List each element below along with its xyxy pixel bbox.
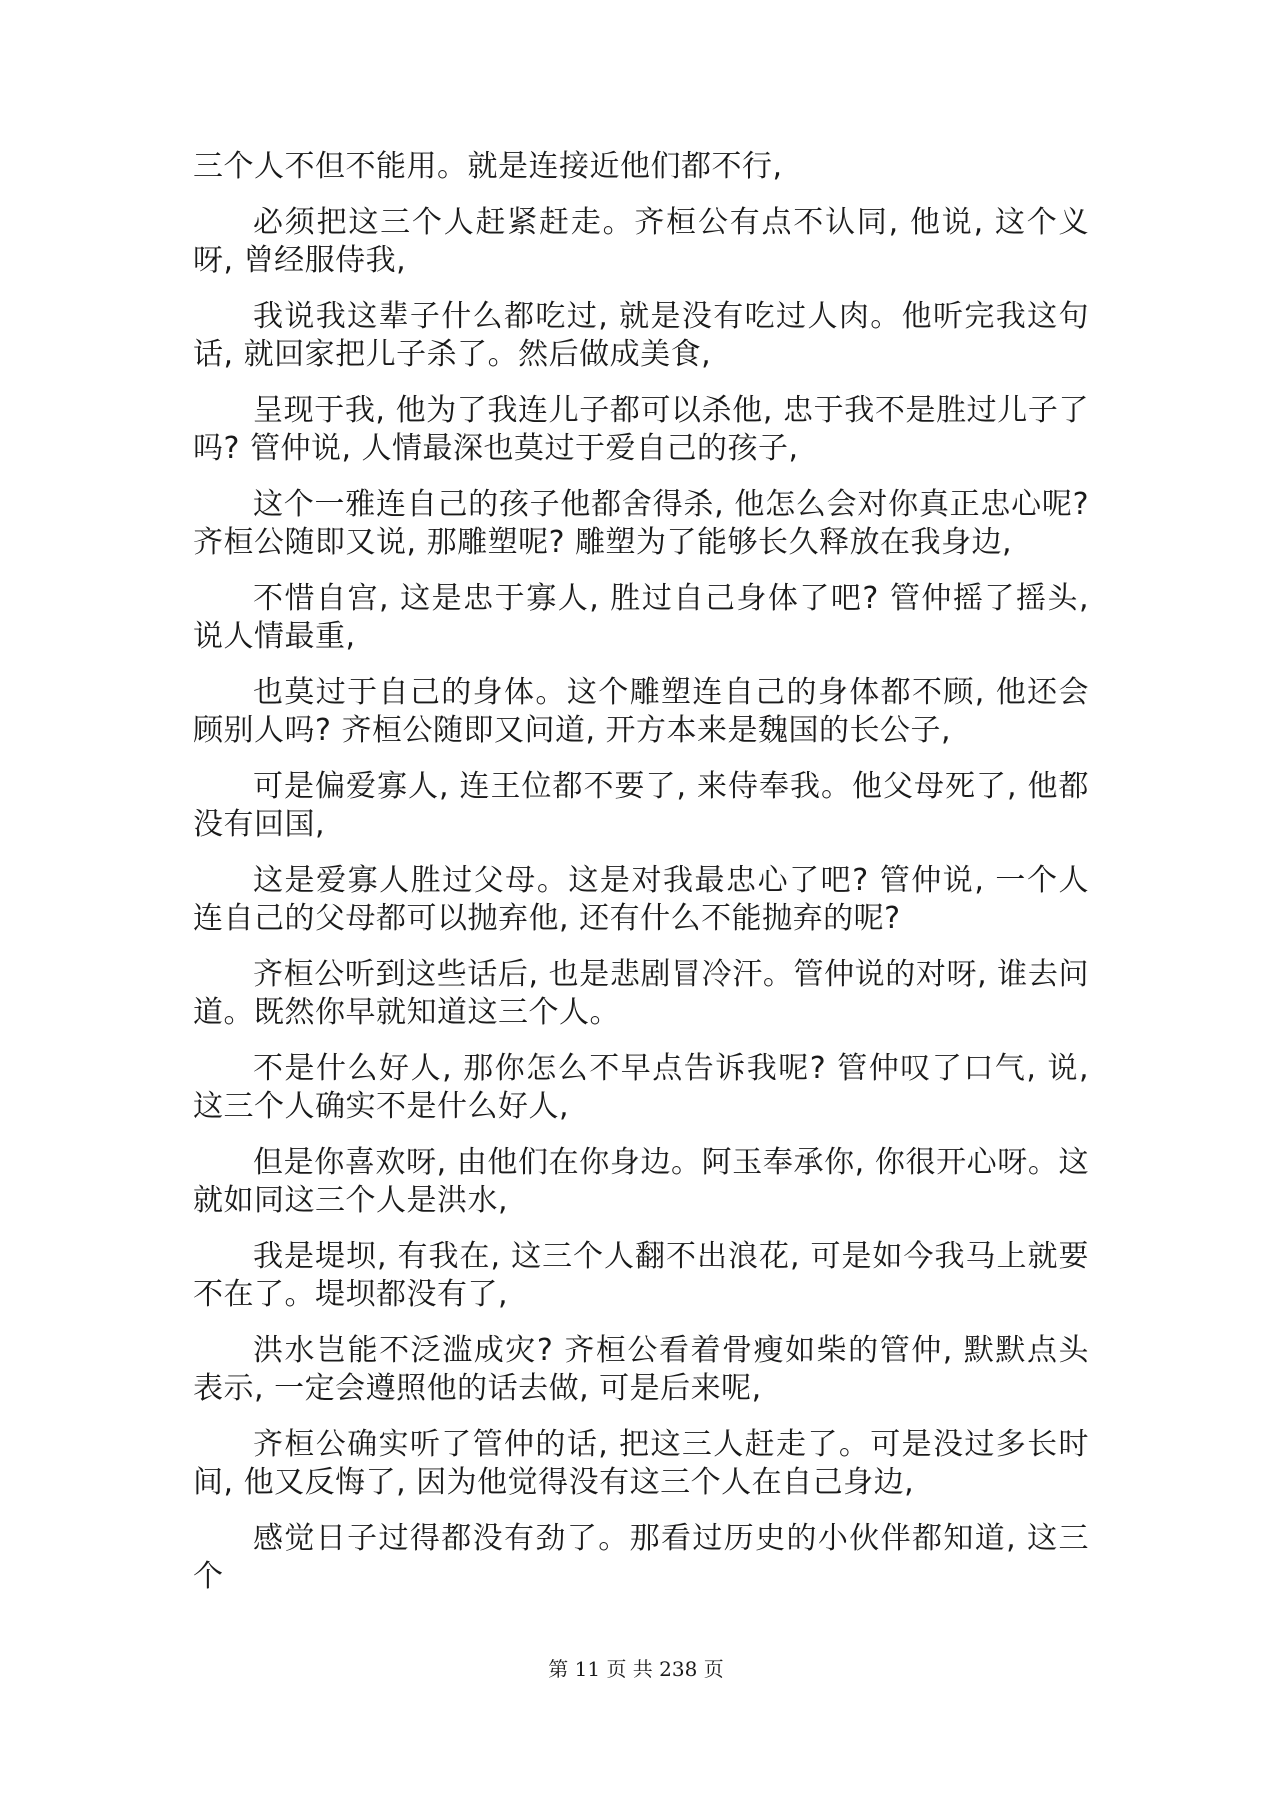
paragraph-6: 不惜自宫, 这是忠于寡人, 胜过自己身体了吧? 管仲摇了摇头, 说人情最重, [193, 581, 1089, 654]
page-number-footer: 第 11 页 共 238 页 [548, 1657, 724, 1681]
paragraph-15: 齐桓公确实听了管仲的话, 把这三人赶走了。可是没过多长时间, 他又反悔了, 因为他觉得没有这三个人在自己身边, [193, 1427, 1089, 1500]
paragraph-12: 但是你喜欢呀, 由他们在你身边。阿玉奉承你, 你很开心呀。这就如同这三个人是洪水, [193, 1145, 1089, 1218]
paragraph-13: 我是堤坝, 有我在, 这三个人翻不出浪花, 可是如今我马上就要不在了。堤坝都没有了, [193, 1239, 1089, 1312]
paragraph-11: 不是什么好人, 那你怎么不早点告诉我呢? 管仲叹了口气, 说, 这三个人确实不是什么好人, [193, 1051, 1089, 1124]
paragraph-16: 感觉日子过得都没有劲了。那看过历史的小伙伴都知道, 这三个 [193, 1521, 1089, 1594]
paragraph-14: 洪水岂能不泛滥成灾? 齐桓公看着骨瘦如柴的管仲, 默默点头表示, 一定会遵照他的话去做, 可是后来呢, [193, 1333, 1089, 1406]
paragraph-9: 这是爱寡人胜过父母。这是对我最忠心了吧? 管仲说, 一个人连自己的父母都可以抛弃他, 还有什么不能抛弃的呢? [193, 863, 1089, 936]
paragraph-2: 必须把这三个人赶紧赶走。齐桓公有点不认同, 他说, 这个义呀, 曾经服侍我, [193, 205, 1089, 278]
paragraph-7: 也莫过于自己的身体。这个雕塑连自己的身体都不顾, 他还会顾别人吗? 齐桓公随即又问道, 开方本来是魏国的长公子, [193, 675, 1089, 748]
paragraph-10: 齐桓公听到这些话后, 也是悲剧冒冷汗。管仲说的对呀, 谁去问道。既然你早就知道这三个人。 [193, 957, 1089, 1030]
paragraph-1: 三个人不但不能用。就是连接近他们都不行, [193, 149, 783, 184]
paragraph-8: 可是偏爱寡人, 连王位都不要了, 来侍奉我。他父母死了, 他都没有回国, [193, 769, 1089, 842]
paragraph-3: 我说我这辈子什么都吃过, 就是没有吃过人肉。他听完我这句话, 就回家把儿子杀了。然后做成美食, [193, 299, 1089, 372]
body-text [193, 148, 1089, 1614]
paragraph-4: 呈现于我, 他为了我连儿子都可以杀他, 忠于我不是胜过儿子了吗? 管仲说, 人情最深也莫过于爱自己的孩子, [193, 393, 1089, 466]
paragraph-5: 这个一雅连自己的孩子他都舍得杀, 他怎么会对你真正忠心呢? 齐桓公随即又说, 那雕塑呢? 雕塑为了能够长久释放在我身边, [193, 487, 1089, 560]
